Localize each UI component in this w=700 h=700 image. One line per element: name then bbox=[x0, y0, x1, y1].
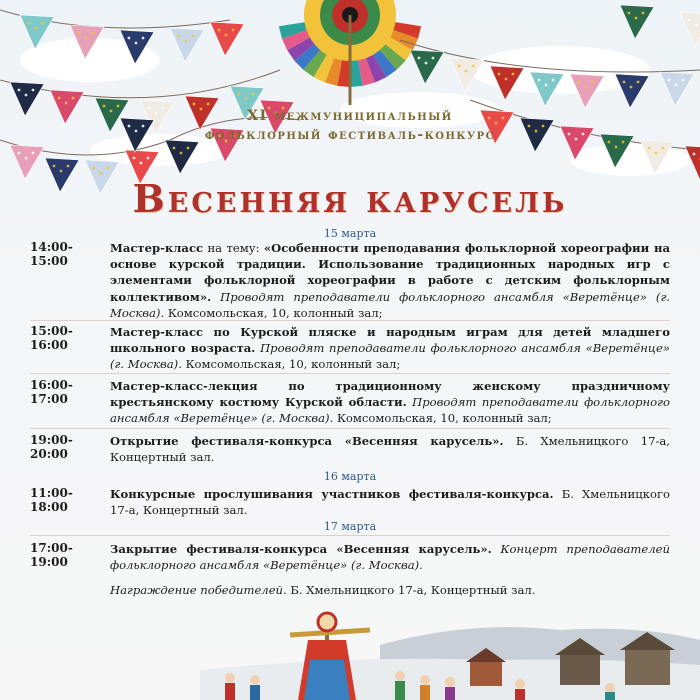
event-connector: на тему: bbox=[203, 241, 264, 255]
event-presenters: Проводят преподаватели фольклорного ансамбля «Веретёнце» (г. Москва). bbox=[110, 341, 670, 372]
event-title: Закрытие фестиваля-конкурса «Весенняя карусель». bbox=[110, 542, 492, 556]
date-heading-day3: 17 марта bbox=[323, 520, 377, 533]
event-description bbox=[110, 240, 670, 321]
event-location: Б. Хмельницкого 17-а, Концертный зал. bbox=[110, 434, 670, 465]
date-heading-day1: 15 марта bbox=[323, 227, 377, 240]
event-description bbox=[110, 582, 670, 598]
event-title: Открытие фестиваля-конкурса «Весенняя карусель». bbox=[110, 434, 504, 448]
event-time: 16:00-17:00 bbox=[30, 378, 73, 406]
maslenitsa-scene-illustration bbox=[0, 600, 700, 700]
event-time: 14:00-15:00 bbox=[30, 240, 73, 268]
event-presenters: Проводят преподаватели фольклорного ансамбля «Веретёнце» (г. Москва). bbox=[110, 289, 670, 320]
event-presenters: Проводят преподаватели фольклорного ансамбля «Веретёнце» (г. Москва). bbox=[110, 395, 670, 426]
event-location: Комсомольская, 10, колонный зал; bbox=[181, 357, 401, 372]
event-time: 19:00-20:00 bbox=[30, 433, 73, 461]
event-presenters: Концерт преподавателей фольклорного ансамбля «Веретёнце» (г. Москва). bbox=[110, 542, 670, 573]
event-description bbox=[110, 378, 670, 427]
event-topic: «Особенности преподавания фольклорной хореографии на основе курской традиции. Использование традиционных народных игр с элементами фольклорной хореографии в работе с детским фольклорным коллективом». bbox=[110, 241, 670, 304]
event-location: Комсомольская, 10, колонный зал; bbox=[333, 411, 552, 426]
event-location: Б. Хмельницкого 17-а, Концертный зал. bbox=[286, 583, 536, 597]
event-description bbox=[110, 433, 670, 465]
event-award: Награждение победителей. bbox=[110, 583, 287, 597]
event-description bbox=[110, 324, 670, 373]
event-time: 11:00-18:00 bbox=[30, 486, 73, 514]
event-description bbox=[110, 486, 670, 518]
event-title: Мастер-класс-лекция по традиционному женскому праздничному крестьянскому костюму Курской области. bbox=[110, 379, 670, 410]
event-title: Мастер-класс bbox=[110, 241, 204, 255]
event-time: 15:00-16:00 bbox=[30, 324, 73, 352]
divider bbox=[30, 373, 670, 374]
date-heading-day2: 16 марта bbox=[323, 470, 377, 483]
festival-title: Весенняя карусель bbox=[132, 176, 568, 221]
event-location: Б. Хмельницкого 17-а, Концертный зал. bbox=[110, 487, 670, 518]
event-time: 17:00-19:00 bbox=[30, 541, 73, 569]
event-description bbox=[110, 541, 670, 573]
divider bbox=[30, 320, 670, 321]
divider bbox=[30, 535, 670, 536]
festival-subtitle-line1: XI межмуниципальный bbox=[247, 108, 453, 124]
event-location: Комсомольская, 10, колонный зал; bbox=[164, 305, 383, 320]
title-block bbox=[0, 107, 700, 145]
festival-subtitle-line2: фольклорный фестиваль-конкурс bbox=[204, 127, 496, 143]
divider bbox=[30, 428, 670, 429]
umbrella-icon bbox=[279, 0, 421, 105]
event-title: Мастер-класс по Курской пляске и народным играм для детей младшего школьного возраста. bbox=[110, 325, 670, 356]
event-title: Конкурсные прослушивания участников фестиваля-конкурса. bbox=[110, 487, 554, 501]
